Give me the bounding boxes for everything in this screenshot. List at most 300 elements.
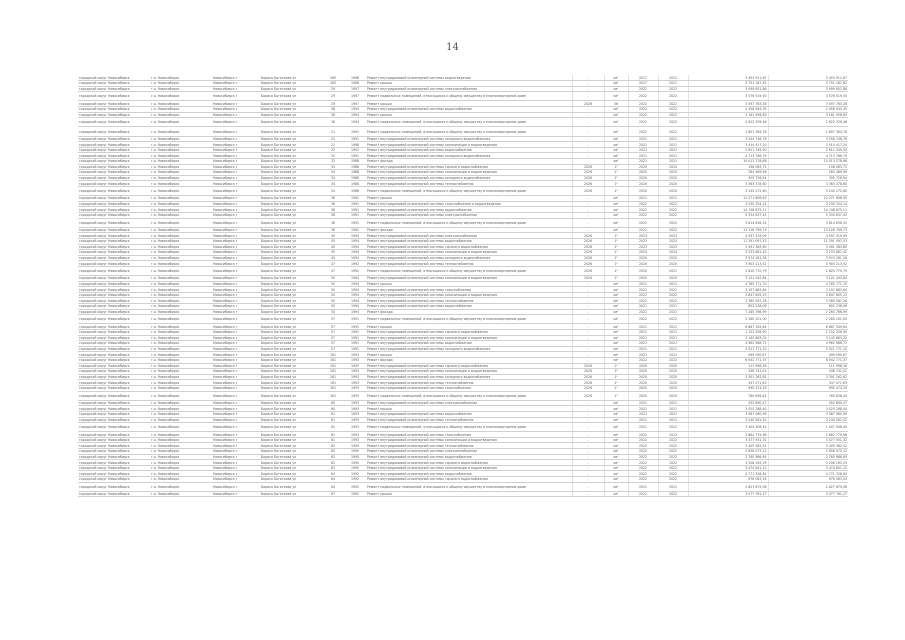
cell-col10: 2023: [628, 233, 658, 239]
cell-city: Новосибирск г: [212, 352, 260, 358]
cell-col11: 2020: [658, 380, 688, 386]
cell-amount1: 3 544 746,76: [688, 136, 768, 142]
cell-street: Бориса Богаткова ул: [260, 201, 322, 207]
cell-street: Бориса Богаткова ул: [260, 101, 322, 107]
cell-amount2: 3 903 213,52: [768, 261, 848, 267]
cell-amount2: 3 751 187,82: [768, 81, 848, 87]
cell-district: городской округ Новосибирск: [78, 380, 150, 386]
cell-work-description: Ремонт подвальных помещений, относящихся к общему имуществу в многоквартирном доме: [366, 127, 572, 136]
cell-col8: -: [572, 75, 604, 81]
cell-district: городской округ Новосибирск: [78, 437, 150, 443]
cell-amount1: 760 636,44: [688, 391, 768, 400]
cell-amount1: 3 404 406,45: [688, 423, 768, 432]
cell-city: Новосибирск г: [212, 276, 260, 282]
cell-col10: 2022: [628, 107, 658, 113]
cell-col9: 1²: [604, 276, 628, 282]
cell-city: Новосибирск г: [212, 287, 260, 293]
cell-col8: -: [572, 136, 604, 142]
cell-street: Бориса Богаткова ул: [260, 207, 322, 213]
cell-house: 34: [322, 181, 344, 187]
cell-amount1: 284 469,96: [688, 170, 768, 176]
cell-city: Новосибирск г: [212, 181, 260, 187]
cell-district: городской округ Новосибирск: [78, 491, 150, 497]
cell-work-description: Ремонт крыши: [366, 281, 572, 287]
cell-year: 1993: [344, 391, 366, 400]
cell-house: 45: [322, 238, 344, 244]
cell-col11: 2022: [658, 298, 688, 304]
cell-street: Бориса Богаткова ул: [260, 341, 322, 347]
cell-street: Бориса Богаткова ул: [260, 352, 322, 358]
cell-year: 1993: [344, 374, 366, 380]
cell-amount1: 2 856 073,12: [688, 449, 768, 455]
cell-work-description: Ремонт внутридомовой инженерной системы холодного водоснабжения: [366, 153, 572, 159]
cell-house: 62: [322, 443, 344, 449]
cell-amount1: 2 820 770,79: [688, 266, 768, 275]
cell-locality: г.о. Новосибирск: [150, 136, 212, 142]
cell-year: 1991: [344, 346, 366, 352]
cell-col9: кв²: [604, 477, 628, 483]
cell-house: 29: [322, 86, 344, 92]
cell-house: 45: [322, 255, 344, 261]
cell-house: 161: [322, 385, 344, 391]
cell-house: 60: [322, 406, 344, 412]
cell-house: 29: [322, 101, 344, 107]
cell-work-description: Ремонт внутридомовой инженерной системы теплоснабжения: [366, 181, 572, 187]
cell-col8: 2026: [572, 266, 604, 275]
cell-year: 1988: [344, 175, 366, 181]
cell-col10: 2024: [628, 250, 658, 256]
cell-col8: -: [572, 341, 604, 347]
cell-house: 32: [322, 147, 344, 153]
cell-city: Новосибирск г: [212, 341, 260, 347]
cell-street: Бориса Богаткова ул: [260, 276, 322, 282]
cell-amount1: 347 071,63: [688, 380, 768, 386]
cell-col9: кв²: [604, 315, 628, 324]
cell-year: 1988: [344, 186, 366, 195]
cell-col10: 2020: [628, 369, 658, 375]
cell-amount2: 3 077 761,27: [768, 491, 848, 497]
cell-col10: 2022: [628, 449, 658, 455]
cell-locality: г.о. Новосибирск: [150, 266, 212, 275]
cell-year: 1993: [344, 369, 366, 375]
cell-amount1: 3 301 262,62: [688, 374, 768, 380]
cell-col9: кв²: [604, 341, 628, 347]
cell-col9: кв²: [604, 218, 628, 227]
cell-col8: -: [572, 309, 604, 315]
cell-district: городской округ Новосибирск: [78, 238, 150, 244]
cell-house: 165: [322, 75, 344, 81]
table-row: [78, 391, 848, 400]
cell-work-description: Ремонт внутридомовой инженерной системы холодного водоснабжения: [366, 346, 572, 352]
cell-house: 161: [322, 363, 344, 369]
cell-city: Новосибирск г: [212, 118, 260, 127]
cell-amount1: 3 814 636,32: [688, 218, 768, 227]
cell-col10: 2021: [628, 352, 658, 358]
cell-work-description: Ремонт внутридомовой инженерной системы теплоснабжения: [366, 417, 572, 423]
cell-col8: -: [572, 335, 604, 341]
cell-house: 21: [322, 127, 344, 136]
cell-street: Бориса Богаткова ул: [260, 437, 322, 443]
cell-city: Новосибирск г: [212, 136, 260, 142]
cell-amount1: 452 890,47: [688, 400, 768, 406]
cell-locality: г.о. Новосибирск: [150, 255, 212, 261]
cell-col10: 2022: [628, 460, 658, 466]
cell-amount1: 3 363 378,60: [688, 181, 768, 187]
cell-city: Новосибирск г: [212, 81, 260, 87]
cell-locality: г.о. Новосибирск: [150, 369, 212, 375]
cell-street: Бориса Богаткова ул: [260, 491, 322, 497]
cell-locality: г.о. Новосибирск: [150, 471, 212, 477]
cell-col10: 2021: [628, 147, 658, 153]
cell-house: 61: [322, 432, 344, 438]
cell-year: 1994: [344, 287, 366, 293]
cell-house: 61: [322, 437, 344, 443]
cell-col8: -: [572, 400, 604, 406]
cell-col9: 1²: [604, 369, 628, 375]
cell-house: 38: [322, 196, 344, 202]
cell-year: 1994: [344, 250, 366, 256]
cell-locality: г.о. Новосибирск: [150, 207, 212, 213]
cell-district: городской округ Новосибирск: [78, 330, 150, 336]
cell-col10: 2021: [628, 406, 658, 412]
cell-locality: г.о. Новосибирск: [150, 309, 212, 315]
cell-col11: 2020: [658, 170, 688, 176]
cell-city: Новосибирск г: [212, 443, 260, 449]
cell-col8: -: [572, 227, 604, 233]
cell-amount2: 284 469,96: [768, 170, 848, 176]
cell-col10: 2022: [628, 127, 658, 136]
cell-locality: г.о. Новосибирск: [150, 164, 212, 170]
cell-col8: 2026: [572, 175, 604, 181]
cell-col8: -: [572, 304, 604, 310]
cell-district: городской округ Новосибирск: [78, 411, 150, 417]
cell-col10: 2022: [628, 437, 658, 443]
cell-col10: 2021: [628, 417, 658, 423]
cell-city: Новосибирск г: [212, 363, 260, 369]
cell-work-description: Ремонт внутридомовой инженерной системы теплоснабжения: [366, 261, 572, 267]
cell-city: Новосибирск г: [212, 304, 260, 310]
cell-locality: г.о. Новосибирск: [150, 281, 212, 287]
cell-year: 1994: [344, 276, 366, 282]
cell-district: городской округ Новосибирск: [78, 86, 150, 92]
cell-district: городской округ Новосибирск: [78, 127, 150, 136]
cell-amount1: 3 208 163,29: [688, 460, 768, 466]
cell-city: Новосибирск г: [212, 346, 260, 352]
cell-amount1: 5 334 637,45: [688, 212, 768, 218]
cell-district: городской округ Новосибирск: [78, 281, 150, 287]
cell-street: Бориса Богаткова ул: [260, 400, 322, 406]
cell-work-description: Ремонт внутридомовой инженерной системы водоснабжения: [366, 411, 572, 417]
cell-district: городской округ Новосибирск: [78, 112, 150, 118]
cell-work-description: Ремонт фасада: [366, 159, 572, 165]
cell-amount2: 3 847 605,23: [768, 292, 848, 298]
cell-locality: г.о. Новосибирск: [150, 244, 212, 250]
cell-district: городской округ Новосибирск: [78, 233, 150, 239]
cell-city: Новосибирск г: [212, 309, 260, 315]
table-row: [78, 118, 848, 127]
cell-amount2: 2 622 329,46: [768, 118, 848, 127]
cell-col10: 2021: [628, 482, 658, 491]
cell-year: 1993: [344, 380, 366, 386]
cell-work-description: Ремонт внутридомовой инженерной системы горячего водоснабжения: [366, 244, 572, 250]
cell-col9: кв²: [604, 330, 628, 336]
cell-city: Новосибирск г: [212, 238, 260, 244]
cell-col9: кв²: [604, 471, 628, 477]
cell-amount1: 3 077 761,27: [688, 491, 768, 497]
cell-col8: 2026: [572, 369, 604, 375]
cell-col8: -: [572, 118, 604, 127]
cell-city: Новосибирск г: [212, 406, 260, 412]
cell-city: Новосибирск г: [212, 101, 260, 107]
cell-col10: 2022: [628, 292, 658, 298]
cell-city: Новосибирск г: [212, 482, 260, 491]
cell-street: Бориса Богаткова ул: [260, 449, 322, 455]
cell-locality: г.о. Новосибирск: [150, 315, 212, 324]
cell-street: Бориса Богаткова ул: [260, 142, 322, 148]
cell-district: городской округ Новосибирск: [78, 324, 150, 330]
cell-col11: 2021: [658, 75, 688, 81]
cell-amount2: 3 208 163,29: [768, 460, 848, 466]
cell-house: 38: [322, 212, 344, 218]
cell-col11: 2020: [658, 385, 688, 391]
cell-work-description: Ремонт крыши: [366, 101, 572, 107]
cell-locality: г.о. Новосибирск: [150, 292, 212, 298]
cell-col8: -: [572, 287, 604, 293]
cell-amount1: 1 807 364,76: [688, 127, 768, 136]
cell-locality: г.о. Новосибирск: [150, 491, 212, 497]
cell-work-description: Ремонт подвальных помещений, относящихся к общему имуществу в многоквартирном доме: [366, 186, 572, 195]
cell-col8: -: [572, 207, 604, 213]
cell-amount2: 3 245 272,60: [768, 186, 848, 195]
cell-city: Новосибирск г: [212, 186, 260, 195]
cell-house: 50: [322, 287, 344, 293]
cell-street: Бориса Богаткова ул: [260, 81, 322, 87]
cell-work-description: Ремонт внутридомовой инженерной системы электроснабжения: [366, 400, 572, 406]
cell-district: городской округ Новосибирск: [78, 304, 150, 310]
cell-house: 165: [322, 81, 344, 87]
cell-amount1: 6 942 771,37: [688, 357, 768, 363]
cell-district: городской округ Новосибирск: [78, 454, 150, 460]
cell-col8: 2026: [572, 385, 604, 391]
cell-city: Новосибирск г: [212, 261, 260, 267]
cell-col11: 2022: [658, 437, 688, 443]
cell-street: Бориса Богаткова ул: [260, 385, 322, 391]
cell-col8: 2026: [572, 101, 604, 107]
cell-city: Новосибирск г: [212, 201, 260, 207]
cell-col10: 2020: [628, 276, 658, 282]
cell-col9: кв²: [604, 81, 628, 87]
cell-house: 50: [322, 276, 344, 282]
cell-col10: 2020: [628, 175, 658, 181]
cell-work-description: Ремонт внутридомовой инженерной системы водоснабжения: [366, 147, 572, 153]
cell-col9: кв²: [604, 147, 628, 153]
cell-district: городской округ Новосибирск: [78, 75, 150, 81]
cell-house: 21: [322, 136, 344, 142]
cell-amount1: 3 087 060,99: [688, 411, 768, 417]
cell-locality: г.о. Новосибирск: [150, 330, 212, 336]
cell-work-description: Ремонт крыши: [366, 196, 572, 202]
cell-col10: 2021: [628, 159, 658, 165]
cell-year: 1993: [344, 417, 366, 423]
cell-year: 1993: [344, 385, 366, 391]
cell-col10: 2022: [628, 443, 658, 449]
cell-col11: 2022: [658, 112, 688, 118]
cell-amount2: 3 414 417,20: [768, 142, 848, 148]
cell-street: Бориса Богаткова ул: [260, 324, 322, 330]
cell-amount2: 3 021 771,10: [768, 346, 848, 352]
cell-city: Новосибирск г: [212, 244, 260, 250]
cell-amount1: 3 903 213,52: [688, 261, 768, 267]
cell-col11: 2021: [658, 324, 688, 330]
cell-col10: 2020: [628, 181, 658, 187]
cell-district: городской округ Новосибирск: [78, 449, 150, 455]
capital-repair-table: [78, 75, 848, 497]
cell-col8: 2026: [572, 233, 604, 239]
cell-col11: 2022: [658, 454, 688, 460]
cell-amount1: 4 962 986,72: [688, 341, 768, 347]
cell-col11: 2021: [658, 153, 688, 159]
cell-locality: г.о. Новосибирск: [150, 238, 212, 244]
cell-house: 57: [322, 346, 344, 352]
cell-locality: г.о. Новосибирск: [150, 81, 212, 87]
cell-amount2: 3 197 683,84: [768, 287, 848, 293]
cell-house: 32: [322, 159, 344, 165]
cell-year: 1997: [344, 101, 366, 107]
cell-work-description: Ремонт подвальных помещений, относящихся к общему имуществу в многоквартирном доме: [366, 92, 572, 101]
cell-col8: -: [572, 411, 604, 417]
cell-locality: г.о. Новосибирск: [150, 181, 212, 187]
cell-year: 1998: [344, 81, 366, 87]
cell-col9: кв²: [604, 298, 628, 304]
cell-col8: -: [572, 406, 604, 412]
cell-col9: кв²: [604, 411, 628, 417]
cell-house: 47: [322, 261, 344, 267]
cell-city: Новосибирск г: [212, 255, 260, 261]
cell-street: Бориса Богаткова ул: [260, 212, 322, 218]
cell-col8: -: [572, 127, 604, 136]
cell-street: Бориса Богаткова ул: [260, 482, 322, 491]
cell-col11: 2021: [658, 147, 688, 153]
cell-amount1: 4 597 319,09: [688, 233, 768, 239]
cell-street: Бориса Богаткова ул: [260, 196, 322, 202]
cell-col11: 2021: [658, 352, 688, 358]
cell-year: 1994: [344, 118, 366, 127]
cell-street: Бориса Богаткова ул: [260, 233, 322, 239]
cell-district: городской округ Новосибирск: [78, 175, 150, 181]
cell-col10: 2023: [628, 244, 658, 250]
cell-col8: 2026: [572, 261, 604, 267]
cell-house: 61: [322, 417, 344, 423]
cell-work-description: Ремонт внутридомовой инженерной системы канализации и водоотведения: [366, 250, 572, 256]
cell-work-description: Ремонт крыши: [366, 406, 572, 412]
cell-street: Бориса Богаткова ул: [260, 369, 322, 375]
cell-house: 21: [322, 142, 344, 148]
cell-col11: 2020: [658, 374, 688, 380]
cell-col10: 2021: [628, 136, 658, 142]
cell-locality: г.о. Новосибирск: [150, 212, 212, 218]
cell-amount1: 3 145 863,02: [688, 335, 768, 341]
cell-amount1: 348 741,02: [688, 369, 768, 375]
cell-amount2: 3 363 378,60: [768, 181, 848, 187]
cell-col9: 1²: [604, 385, 628, 391]
cell-amount1: 3 240 561,52: [688, 417, 768, 423]
cell-work-description: Ремонт фасада: [366, 309, 572, 315]
cell-house: 38: [322, 201, 344, 207]
cell-col10: 2022: [628, 357, 658, 363]
cell-district: городской округ Новосибирск: [78, 142, 150, 148]
cell-col11: 2022: [658, 227, 688, 233]
cell-col10: 2021: [628, 142, 658, 148]
cell-col9: кв²: [604, 449, 628, 455]
cell-amount2: 5 334 637,45: [768, 212, 848, 218]
cell-work-description: Ремонт внутридомовой инженерной системы водоснабжения: [366, 304, 572, 310]
cell-locality: г.о. Новосибирск: [150, 385, 212, 391]
cell-house: 34: [322, 164, 344, 170]
cell-year: 1994: [344, 292, 366, 298]
cell-street: Бориса Богаткова ул: [260, 175, 322, 181]
cell-col8: -: [572, 417, 604, 423]
cell-col11: 2021: [658, 196, 688, 202]
cell-year: 1991: [344, 341, 366, 347]
cell-col8: -: [572, 324, 604, 330]
cell-year: 1994: [344, 238, 366, 244]
cell-city: Новосибирск г: [212, 380, 260, 386]
cell-col11: 2022: [658, 471, 688, 477]
cell-city: Новосибирск г: [212, 437, 260, 443]
cell-amount1: 3 233 881,42: [688, 250, 768, 256]
cell-year: 1998: [344, 75, 366, 81]
cell-amount2: 158 063,72: [768, 164, 848, 170]
cell-col8: -: [572, 352, 604, 358]
cell-work-description: Ремонт внутридомовой инженерной системы горячего водоснабжения: [366, 164, 572, 170]
cell-col9: кв²: [604, 324, 628, 330]
cell-locality: г.о. Новосибирск: [150, 261, 212, 267]
cell-col10: 2021: [628, 153, 658, 159]
cell-amount1: 3 453 911,67: [688, 75, 768, 81]
cell-city: Новосибирск г: [212, 477, 260, 483]
cell-district: городской округ Новосибирск: [78, 406, 150, 412]
cell-col11: 2022: [658, 432, 688, 438]
cell-col10: 2020: [628, 255, 658, 261]
cell-amount1: 3 414 417,20: [688, 142, 768, 148]
cell-house: 61: [322, 423, 344, 432]
cell-col11: 2021: [658, 341, 688, 347]
cell-amount2: 10 013 278,98: [768, 159, 848, 165]
cell-work-description: Ремонт внутридомовой инженерной системы канализации и водоотведения: [366, 292, 572, 298]
cell-col9: кв²: [604, 352, 628, 358]
cell-locality: г.о. Новосибирск: [150, 406, 212, 412]
cell-locality: г.о. Новосибирск: [150, 175, 212, 181]
cell-work-description: Ремонт внутридомовой инженерной системы водоснабжения: [366, 454, 572, 460]
cell-amount2: 452 890,47: [768, 400, 848, 406]
cell-col11: 2022: [658, 292, 688, 298]
cell-amount2: 3 233 881,42: [768, 250, 848, 256]
cell-col9: кв²: [604, 357, 628, 363]
cell-city: Новосибирск г: [212, 411, 260, 417]
cell-year: 1994: [344, 304, 366, 310]
cell-city: Новосибирск г: [212, 164, 260, 170]
cell-year: 1994: [344, 233, 366, 239]
cell-col8: 2026: [572, 363, 604, 369]
cell-district: городской округ Новосибирск: [78, 159, 150, 165]
cell-col9: кв²: [604, 92, 628, 101]
cell-col9: кв²: [604, 227, 628, 233]
cell-amount2: 976 063,34: [768, 477, 848, 483]
cell-house: 34: [322, 170, 344, 176]
cell-city: Новосибирск г: [212, 153, 260, 159]
cell-district: городской округ Новосибирск: [78, 292, 150, 298]
cell-col9: 1²: [604, 250, 628, 256]
